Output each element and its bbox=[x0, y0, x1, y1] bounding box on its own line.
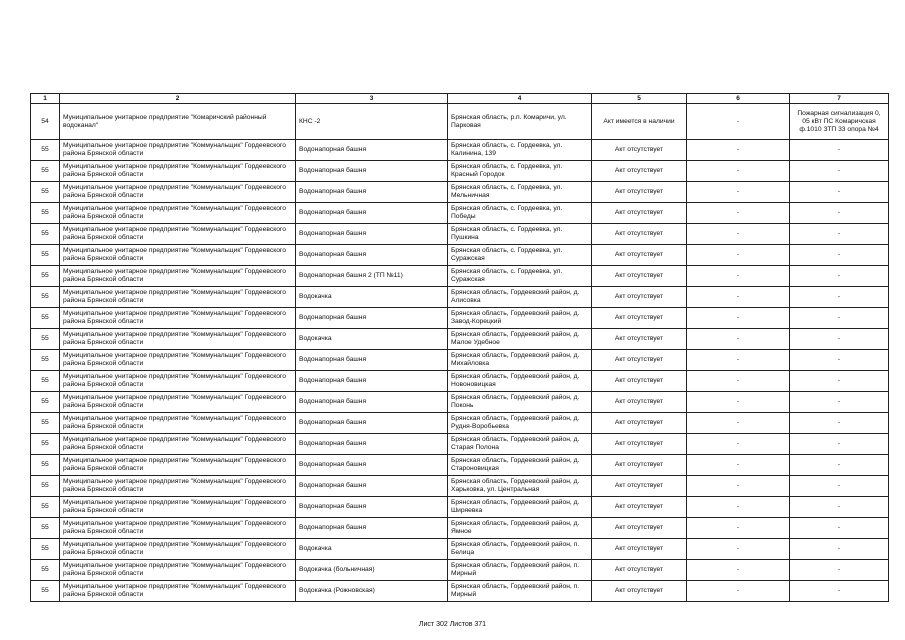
column-7-cell: - bbox=[790, 287, 889, 308]
column-6-cell: - bbox=[687, 266, 790, 287]
row-number: 55 bbox=[31, 224, 60, 245]
column-6-cell: - bbox=[687, 518, 790, 539]
column-7-cell: - bbox=[790, 455, 889, 476]
row-number: 55 bbox=[31, 266, 60, 287]
address-cell: Брянская область, с. Гордеевка, ул. Красный Городок bbox=[448, 161, 592, 182]
organization-cell: Муниципальное унитарное предприятие "Коммунальщик" Гордеевского района Брянской области bbox=[60, 560, 296, 581]
column-7-cell: - bbox=[790, 203, 889, 224]
act-status-cell: Акт отсутствует bbox=[592, 581, 687, 602]
object-cell: Водонапорная башня bbox=[296, 308, 448, 329]
organization-cell: Муниципальное унитарное предприятие "Коммунальщик" Гордеевского района Брянской области bbox=[60, 413, 296, 434]
column-6-cell: - bbox=[687, 392, 790, 413]
act-status-cell: Акт отсутствует bbox=[592, 329, 687, 350]
table-row bbox=[31, 518, 889, 539]
row-number: 55 bbox=[31, 350, 60, 371]
row-number: 55 bbox=[31, 287, 60, 308]
address-cell: Брянская область, Гордеевский район, п. Мирный bbox=[448, 560, 592, 581]
address-cell: Брянская область, Гордеевский район, д. Михайловка bbox=[448, 350, 592, 371]
address-cell: Брянская область, Гордеевский район, д. Харьковка, ул. Центральная bbox=[448, 476, 592, 497]
row-number: 55 bbox=[31, 455, 60, 476]
row-number: 55 bbox=[31, 308, 60, 329]
table-row bbox=[31, 392, 889, 413]
organization-cell: Муниципальное унитарное предприятие "Коммунальщик" Гордеевского района Брянской области bbox=[60, 266, 296, 287]
column-7-cell: - bbox=[790, 224, 889, 245]
address-cell: Брянская область, Гордеевский район, д. Новоновицкая bbox=[448, 371, 592, 392]
organization-cell: Муниципальное унитарное предприятие "Коммунальщик" Гордеевского района Брянской области bbox=[60, 161, 296, 182]
row-number: 55 bbox=[31, 392, 60, 413]
act-status-cell: Акт отсутствует bbox=[592, 287, 687, 308]
organization-cell: Муниципальное унитарное предприятие "Коммунальщик" Гордеевского района Брянской области bbox=[60, 308, 296, 329]
organization-cell: Муниципальное унитарное предприятие "Коммунальщик" Гордеевского района Брянской области bbox=[60, 476, 296, 497]
header-col-7: 7 bbox=[790, 94, 889, 104]
organization-cell: Муниципальное унитарное предприятие "Коммунальщик" Гордеевского района Брянской области bbox=[60, 245, 296, 266]
act-status-cell: Акт отсутствует bbox=[592, 476, 687, 497]
row-number: 55 bbox=[31, 161, 60, 182]
table-row bbox=[31, 140, 889, 161]
table-row bbox=[31, 455, 889, 476]
address-cell: Брянская область, с. Гордеевка, ул. Пушкина bbox=[448, 224, 592, 245]
row-number: 55 bbox=[31, 476, 60, 497]
row-number: 55 bbox=[31, 329, 60, 350]
table-row bbox=[31, 287, 889, 308]
address-cell: Брянская область, Гордеевский район, д. Ямное bbox=[448, 518, 592, 539]
header-col-1: 1 bbox=[31, 94, 60, 104]
address-cell: Брянская область, с. Гордеевка, ул. Победы bbox=[448, 203, 592, 224]
table-row bbox=[31, 224, 889, 245]
organization-cell: Муниципальное унитарное предприятие "Коммунальщик" Гордеевского района Брянской области bbox=[60, 392, 296, 413]
organization-cell: Муниципальное унитарное предприятие "Коммунальщик" Гордеевского района Брянской области bbox=[60, 182, 296, 203]
object-cell: Водонапорная башня bbox=[296, 476, 448, 497]
column-6-cell: - bbox=[687, 371, 790, 392]
table-row bbox=[31, 203, 889, 224]
act-status-cell: Акт отсутствует bbox=[592, 392, 687, 413]
table-row bbox=[31, 161, 889, 182]
object-cell: Водонапорная башня bbox=[296, 518, 448, 539]
object-cell: Водонапорная башня bbox=[296, 392, 448, 413]
organization-cell: Муниципальное унитарное предприятие "Коммунальщик" Гордеевского района Брянской области bbox=[60, 371, 296, 392]
object-cell: Водонапорная башня bbox=[296, 203, 448, 224]
act-status-cell: Акт отсутствует bbox=[592, 371, 687, 392]
row-number: 54 bbox=[31, 104, 60, 140]
organization-cell: Муниципальное унитарное предприятие "Коммунальщик" Гордеевского района Брянской области bbox=[60, 350, 296, 371]
organization-cell: Муниципальное унитарное предприятие "Коммунальщик" Гордеевского района Брянской области bbox=[60, 434, 296, 455]
column-6-cell: - bbox=[687, 104, 790, 140]
organization-cell: Муниципальное унитарное предприятие "Коммунальщик" Гордеевского района Брянской области bbox=[60, 287, 296, 308]
column-6-cell: - bbox=[687, 476, 790, 497]
organization-cell: Муниципальное унитарное предприятие "Коммунальщик" Гордеевского района Брянской области bbox=[60, 455, 296, 476]
object-cell: Водонапорная башня bbox=[296, 224, 448, 245]
address-cell: Брянская область, Гордеевский район, д. Малое Удебное bbox=[448, 329, 592, 350]
header-row bbox=[31, 94, 889, 104]
column-7-cell: - bbox=[790, 539, 889, 560]
column-7-cell: - bbox=[790, 329, 889, 350]
row-number: 55 bbox=[31, 413, 60, 434]
row-number: 55 bbox=[31, 539, 60, 560]
organization-cell: Муниципальное унитарное предприятие "Коммунальщик" Гордеевского района Брянской области bbox=[60, 329, 296, 350]
address-cell: Брянская область, с. Гордеевка, ул. Мельничная bbox=[448, 182, 592, 203]
table-row bbox=[31, 245, 889, 266]
row-number: 55 bbox=[31, 140, 60, 161]
column-7-cell: - bbox=[790, 161, 889, 182]
act-status-cell: Акт отсутствует bbox=[592, 539, 687, 560]
column-6-cell: - bbox=[687, 287, 790, 308]
row-number: 55 bbox=[31, 518, 60, 539]
address-cell: Брянская область, Гордеевский район, д. Ширяевка bbox=[448, 497, 592, 518]
act-status-cell: Акт отсутствует bbox=[592, 413, 687, 434]
column-6-cell: - bbox=[687, 203, 790, 224]
table-row bbox=[31, 350, 889, 371]
column-7-cell: - bbox=[790, 518, 889, 539]
address-cell: Брянская область, Гордеевский район, д. Завод-Корецкий bbox=[448, 308, 592, 329]
address-cell: Брянская область, Гордеевский район, п. Белица bbox=[448, 539, 592, 560]
row-number: 55 bbox=[31, 182, 60, 203]
act-status-cell: Акт отсутствует bbox=[592, 560, 687, 581]
act-status-cell: Акт отсутствует bbox=[592, 308, 687, 329]
organization-cell: Муниципальное унитарное предприятие "Коммунальщик" Гордеевского района Брянской области bbox=[60, 581, 296, 602]
organization-cell: Муниципальное унитарное предприятие "Коммунальщик" Гордеевского района Брянской области bbox=[60, 518, 296, 539]
column-7-cell: - bbox=[790, 245, 889, 266]
row-number: 55 bbox=[31, 203, 60, 224]
column-6-cell: - bbox=[687, 182, 790, 203]
data-table bbox=[30, 93, 889, 602]
table-row bbox=[31, 560, 889, 581]
column-6-cell: - bbox=[687, 497, 790, 518]
object-cell: Водонапорная башня bbox=[296, 413, 448, 434]
act-status-cell: Акт отсутствует bbox=[592, 455, 687, 476]
address-cell: Брянская область, Гордеевский район, д. Алисовка bbox=[448, 287, 592, 308]
header-col-3: 3 bbox=[296, 94, 448, 104]
act-status-cell: Акт отсутствует bbox=[592, 518, 687, 539]
act-status-cell: Акт отсутствует bbox=[592, 161, 687, 182]
address-cell: Брянская область, Гордеевский район, д. Рудня-Воробьевка bbox=[448, 413, 592, 434]
address-cell: Брянская область, Гордеевский район, д. Старая Полона bbox=[448, 434, 592, 455]
address-cell: Брянская область, р.п. Комаричи, ул. Парковая bbox=[448, 104, 592, 140]
act-status-cell: Акт отсутствует bbox=[592, 203, 687, 224]
table-row bbox=[31, 539, 889, 560]
table-row bbox=[31, 104, 889, 140]
column-7-cell: - bbox=[790, 140, 889, 161]
column-7-cell: - bbox=[790, 350, 889, 371]
column-7-cell: - bbox=[790, 413, 889, 434]
table-row bbox=[31, 308, 889, 329]
act-status-cell: Акт имеется в наличии bbox=[592, 104, 687, 140]
object-cell: Водокачка bbox=[296, 287, 448, 308]
organization-cell: Муниципальное унитарное предприятие "Коммунальщик" Гордеевского района Брянской области bbox=[60, 539, 296, 560]
object-cell: Водонапорная башня bbox=[296, 497, 448, 518]
object-cell: Водонапорная башня bbox=[296, 182, 448, 203]
address-cell: Брянская область, Гордеевский район, д. Поконь bbox=[448, 392, 592, 413]
column-6-cell: - bbox=[687, 434, 790, 455]
table-row bbox=[31, 497, 889, 518]
organization-cell: Муниципальное унитарное предприятие "Комаричский районный водоканал" bbox=[60, 104, 296, 140]
act-status-cell: Акт отсутствует bbox=[592, 266, 687, 287]
column-6-cell: - bbox=[687, 539, 790, 560]
object-cell: Водокачка (Рожновская) bbox=[296, 581, 448, 602]
organization-cell: Муниципальное унитарное предприятие "Коммунальщик" Гордеевского района Брянской области bbox=[60, 224, 296, 245]
row-number: 55 bbox=[31, 497, 60, 518]
column-6-cell: - bbox=[687, 308, 790, 329]
header-col-5: 5 bbox=[592, 94, 687, 104]
act-status-cell: Акт отсутствует bbox=[592, 224, 687, 245]
organization-cell: Муниципальное унитарное предприятие "Коммунальщик" Гордеевского района Брянской области bbox=[60, 497, 296, 518]
address-cell: Брянская область, Гордеевский район, д. Староновицкая bbox=[448, 455, 592, 476]
column-7-cell: - bbox=[790, 476, 889, 497]
object-cell: Водокачка bbox=[296, 539, 448, 560]
table-row bbox=[31, 371, 889, 392]
column-6-cell: - bbox=[687, 413, 790, 434]
table-row bbox=[31, 182, 889, 203]
row-number: 55 bbox=[31, 581, 60, 602]
row-number: 55 bbox=[31, 434, 60, 455]
object-cell: Водонапорная башня bbox=[296, 245, 448, 266]
object-cell: Водонапорная башня bbox=[296, 350, 448, 371]
row-number: 55 bbox=[31, 560, 60, 581]
object-cell: КНС -2 bbox=[296, 104, 448, 140]
object-cell: Водонапорная башня bbox=[296, 371, 448, 392]
column-7-cell: - bbox=[790, 560, 889, 581]
row-number: 55 bbox=[31, 245, 60, 266]
object-cell: Водокачка bbox=[296, 329, 448, 350]
address-cell: Брянская область, с. Гордеевка, ул. Калинина, 139 bbox=[448, 140, 592, 161]
column-6-cell: - bbox=[687, 245, 790, 266]
organization-cell: Муниципальное унитарное предприятие "Коммунальщик" Гордеевского района Брянской области bbox=[60, 140, 296, 161]
column-6-cell: - bbox=[687, 581, 790, 602]
column-7-cell: - bbox=[790, 182, 889, 203]
table-row bbox=[31, 581, 889, 602]
column-6-cell: - bbox=[687, 224, 790, 245]
act-status-cell: Акт отсутствует bbox=[592, 350, 687, 371]
column-7-cell: - bbox=[790, 581, 889, 602]
act-status-cell: Акт отсутствует bbox=[592, 245, 687, 266]
act-status-cell: Акт отсутствует bbox=[592, 497, 687, 518]
object-cell: Водонапорная башня bbox=[296, 140, 448, 161]
table-row bbox=[31, 266, 889, 287]
header-col-2: 2 bbox=[60, 94, 296, 104]
object-cell: Водонапорная башня bbox=[296, 455, 448, 476]
column-6-cell: - bbox=[687, 350, 790, 371]
organization-cell: Муниципальное унитарное предприятие "Коммунальщик" Гордеевского района Брянской области bbox=[60, 203, 296, 224]
header-col-6: 6 bbox=[687, 94, 790, 104]
row-number: 55 bbox=[31, 371, 60, 392]
table-row bbox=[31, 476, 889, 497]
object-cell: Водонапорная башня bbox=[296, 434, 448, 455]
table-row bbox=[31, 329, 889, 350]
column-7-cell: - bbox=[790, 371, 889, 392]
table-row bbox=[31, 434, 889, 455]
act-status-cell: Акт отсутствует bbox=[592, 140, 687, 161]
object-cell: Водокачка (больничная) bbox=[296, 560, 448, 581]
table-header bbox=[31, 94, 889, 104]
column-7-cell: - bbox=[790, 434, 889, 455]
object-cell: Водонапорная башня bbox=[296, 161, 448, 182]
column-6-cell: - bbox=[687, 329, 790, 350]
table-body bbox=[31, 104, 889, 602]
address-cell: Брянская область, с. Гордеевка, ул. Суражская bbox=[448, 245, 592, 266]
column-6-cell: - bbox=[687, 140, 790, 161]
column-6-cell: - bbox=[687, 161, 790, 182]
table-row bbox=[31, 413, 889, 434]
column-7-cell: - bbox=[790, 497, 889, 518]
address-cell: Брянская область, Гордеевский район, п. Мирный bbox=[448, 581, 592, 602]
column-7-cell: - bbox=[790, 266, 889, 287]
object-cell: Водонапорная башня 2 (ТП №11) bbox=[296, 266, 448, 287]
header-col-4: 4 bbox=[448, 94, 592, 104]
column-6-cell: - bbox=[687, 560, 790, 581]
address-cell: Брянская область, с. Гордеевка, ул. Суражская bbox=[448, 266, 592, 287]
column-7-cell: Пожарная сигнализация 0, 05 кВт ПС Комаричская ф.1010 ЗТП 33 опора №4 bbox=[790, 104, 889, 140]
column-6-cell: - bbox=[687, 455, 790, 476]
act-status-cell: Акт отсутствует bbox=[592, 182, 687, 203]
column-7-cell: - bbox=[790, 308, 889, 329]
page-footer: Лист 302 Листов 371 bbox=[418, 621, 487, 628]
column-7-cell: - bbox=[790, 392, 889, 413]
act-status-cell: Акт отсутствует bbox=[592, 434, 687, 455]
